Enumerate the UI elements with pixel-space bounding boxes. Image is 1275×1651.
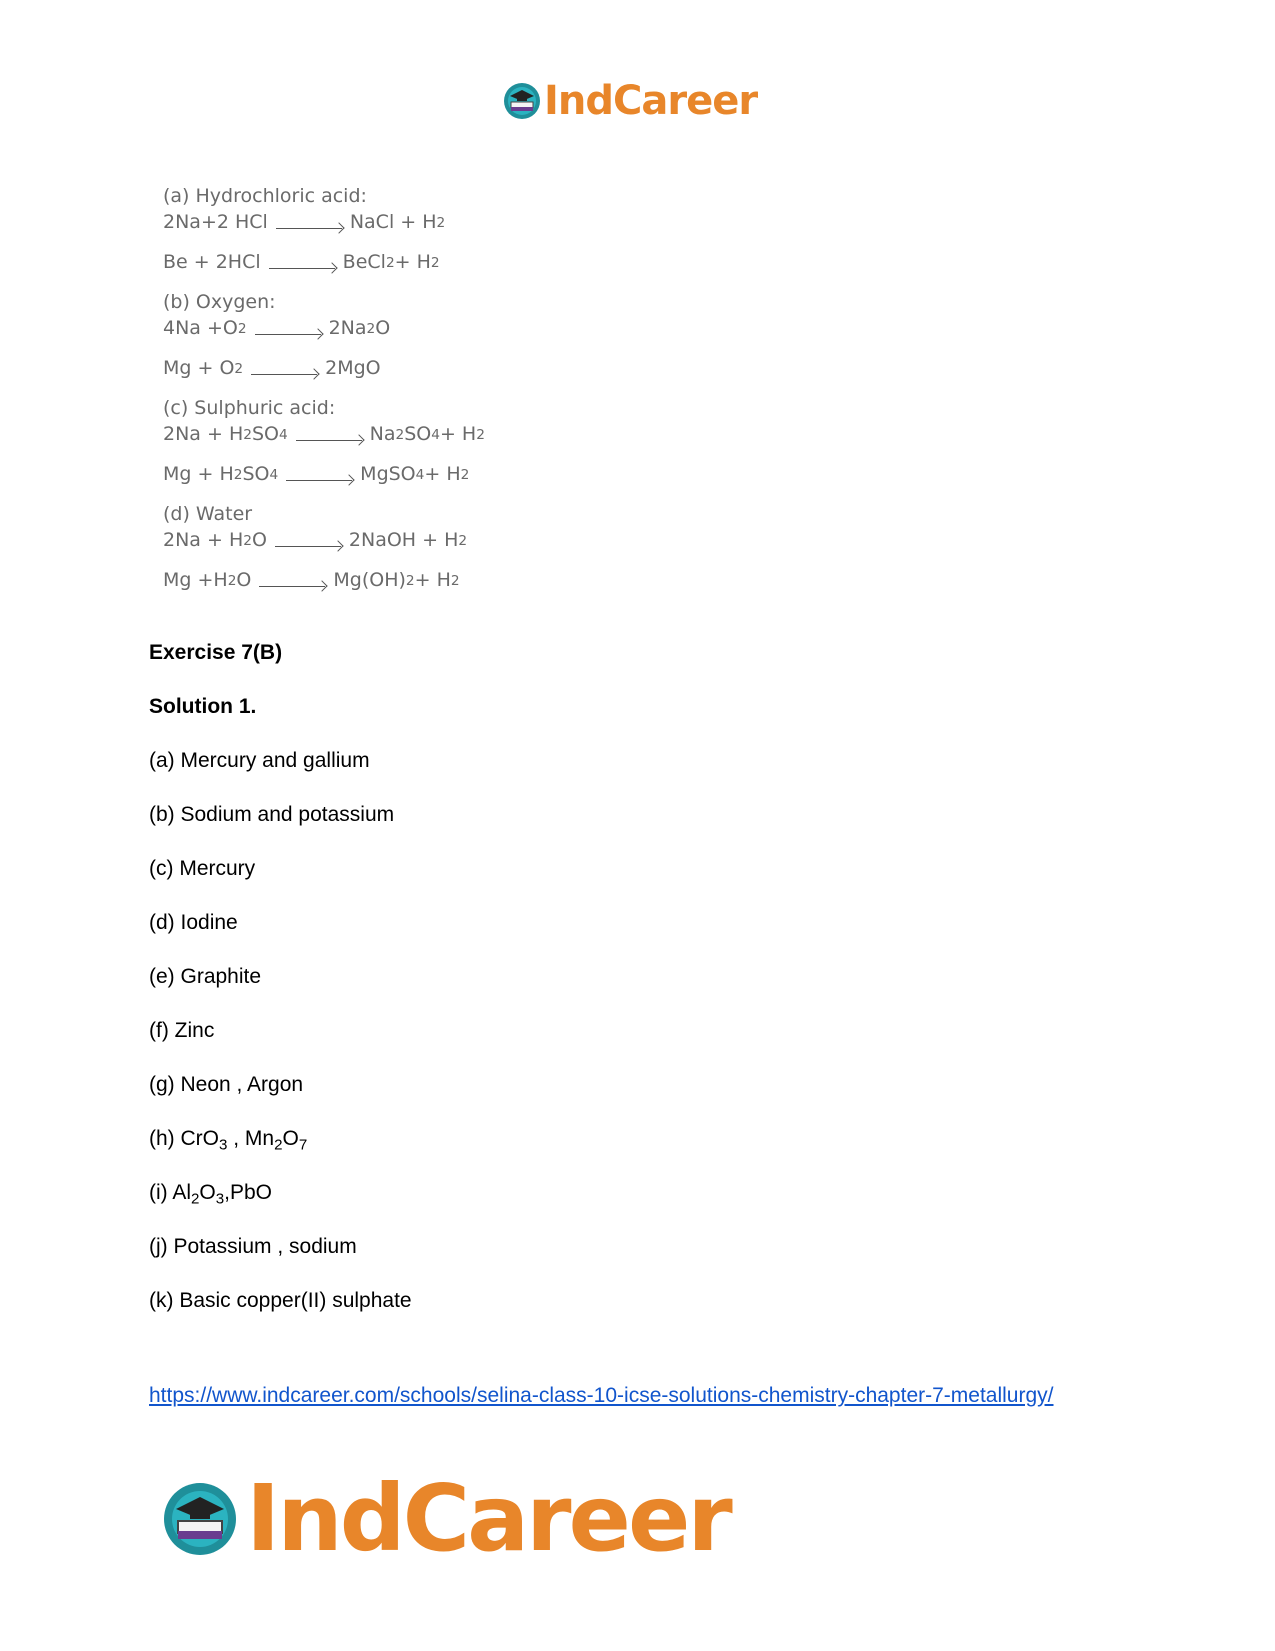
answer-j: (j) Potassium , sodium [149,1235,357,1258]
reaction-arrow-icon [296,425,364,445]
answer-c: (c) Mercury [149,857,256,880]
reaction-arrow-icon [251,359,319,379]
answer-e: (e) Graphite [149,965,262,988]
answer-f: (f) Zinc [149,1019,215,1042]
equation-heading-d: (d) Water [163,503,253,525]
equation-row: 2Na + H 2 SO 4 Na 2 SO 4 + H 2 [163,423,485,445]
equation-row: Mg + H 2 SO 4 MgSO 4 + H 2 [163,463,470,485]
equation-row: Mg +H 2 O Mg(OH) 2 + H 2 [163,569,460,591]
answer-a: (a) Mercury and gallium [149,749,370,772]
reaction-arrow-icon [276,213,344,233]
reaction-arrow-icon [275,531,343,551]
graduation-book-icon [502,81,542,121]
source-link[interactable]: https://www.indcareer.com/schools/selina-class-10-icse-solutions-chemistry-chapter-7-metallurgy/ [149,1384,1054,1407]
equation-heading-b: (b) Oxygen: [163,291,276,313]
footer-logo [160,1465,730,1572]
chemical-equations-figure [163,183,523,594]
solution-title: Solution 1. [149,695,257,718]
brand-name: IndCareer [246,1465,730,1572]
equation-heading-c: (c) Sulphuric acid: [163,397,336,419]
equation-row: 4Na +O 2 2Na 2 O [163,317,391,339]
equation-row: Be + 2HCl BeCl 2 + H 2 [163,251,440,273]
reaction-arrow-icon [286,465,354,485]
graduation-book-icon [160,1479,240,1559]
answer-i: (i) $Al_2O_3,PbO$ [149,1181,273,1208]
brand-name: IndCareer [544,78,758,124]
reaction-arrow-icon [259,571,327,591]
equation-heading-a: (a) Hydrochloric acid: [163,185,367,207]
answer-k: (k) Basic copper(II) sulphate [149,1289,412,1312]
exercise-title: Exercise 7(B) [149,641,283,664]
equation-row: 2Na+2 HCl NaCl + H 2 [163,211,446,233]
equation-row: Mg + O 2 2MgO [163,357,381,379]
answer-b: (b) Sodium and potassium [149,803,395,826]
answer-h: (h) CrO$_3$ , $Mn_2O_7$ [149,1127,308,1154]
header-logo [502,78,757,124]
equation-row: 2Na + H 2 O 2NaOH + H 2 [163,529,468,551]
answer-d: (d) Iodine [149,911,238,934]
reaction-arrow-icon [255,319,323,339]
reaction-arrow-icon [269,253,337,273]
answer-g: (g) Neon , Argon [149,1073,304,1096]
